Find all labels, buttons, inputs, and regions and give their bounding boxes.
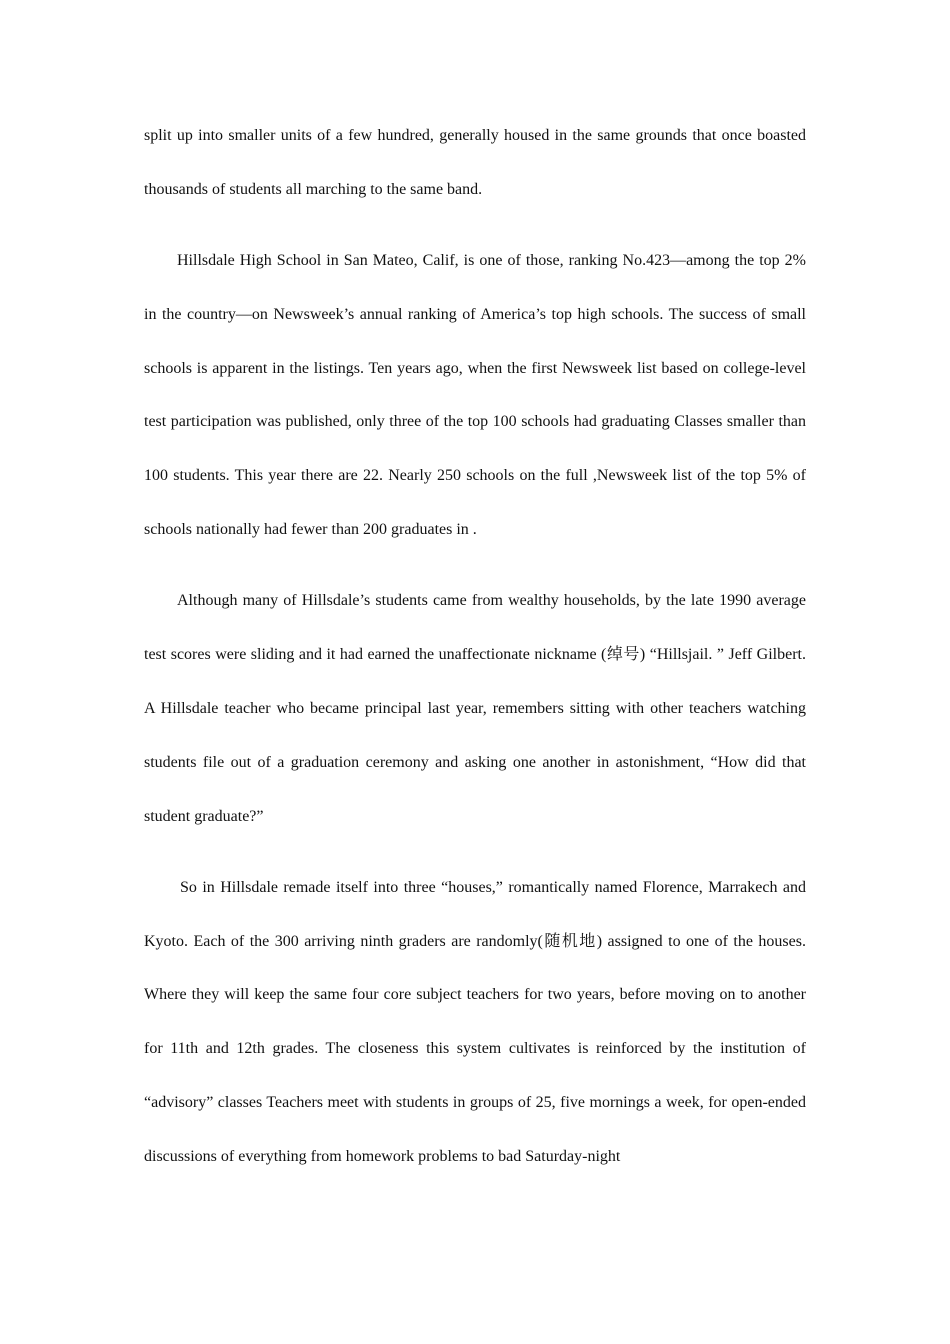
paragraph-3: Although many of Hillsdale’s students came from wealthy households, by the late 1990 average test scores were sliding and it had earned the unaffectionate nickname (绰号) “Hillsjail. ” Jeff Gilbert. A Hillsdale teacher who became principal last year, remembers sitting with other teachers watching students file out of a graduation ceremony and asking one another in astonishment, “How did that student graduate?” (144, 592, 806, 825)
paragraph-4: So in Hillsdale remade itself into three “houses,” romantically named Florence, Marrakech and Kyoto. Each of the 300 arriving ninth graders are randomly(随机地) assigned to one of the houses. Where they will keep the same four core subject teachers for two years, before moving on to another for 11th and 12th grades. The closeness this system cultivates is reinforced by the institution of “advisory” classes Teachers meet with students in groups of 25, five mornings a week, for open-ended discussions of everything from homework problems to bad Saturday-night (144, 878, 806, 1165)
paragraph-2: Hillsdale High School in San Mateo, Calif, is one of those, ranking No.423—among the top 2% in the country—on Newsweek’s annual ranking of America’s top high schools. The success of small schools is apparent in the listings. Ten years ago, when the first Newsweek list based on college-level test participation was published, only three of the top 100 schools had graduating Classes smaller than 100 students. This year there are 22. Nearly 250 schools on the full ,Newsweek list of the top 5% of schools nationally had fewer than 200 graduates in . (144, 252, 806, 539)
document-body (144, 109, 806, 1184)
paragraph-1: split up into smaller units of a few hundred, generally housed in the same grounds that once boasted thousands of students all marching to the same band. (144, 127, 806, 198)
